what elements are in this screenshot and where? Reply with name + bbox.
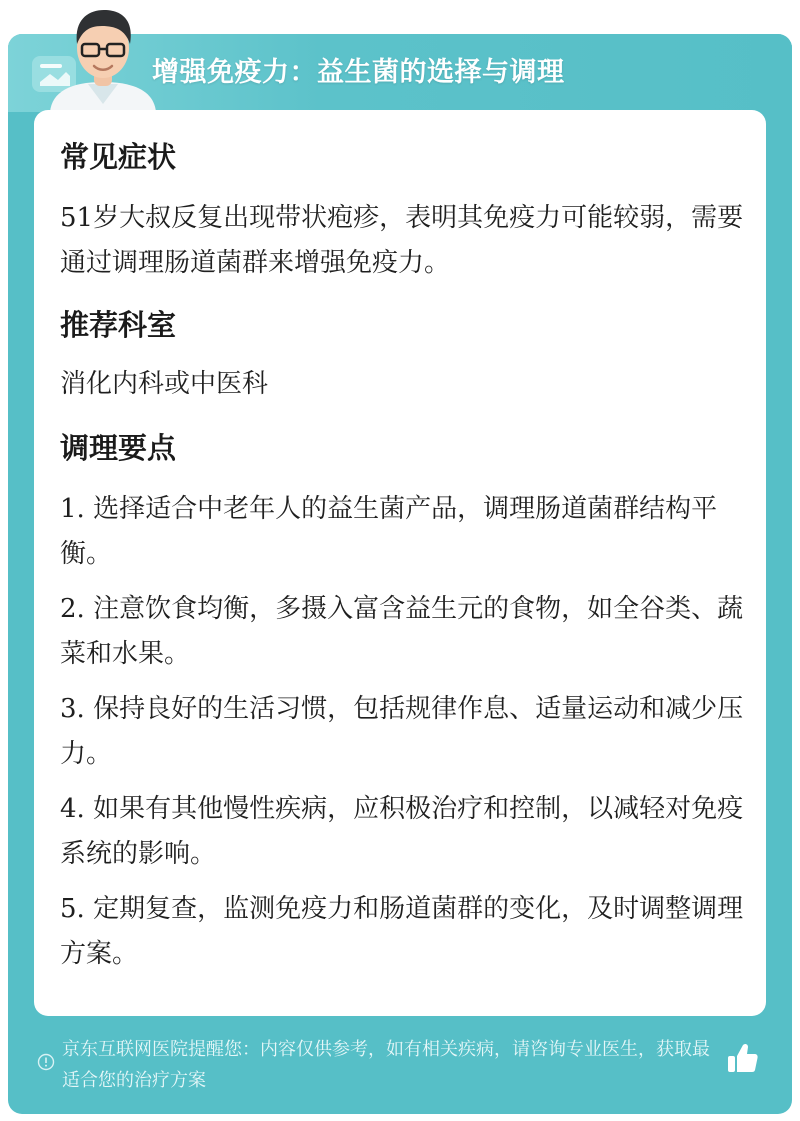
tip-item: 4. 如果有其他慢性疾病，应积极治疗和控制，以减轻对免疫系统的影响。 xyxy=(60,794,744,869)
page-title: 增强免疫力：益生菌的选择与调理 xyxy=(152,57,565,88)
section-department xyxy=(60,300,750,407)
doctor-avatar-icon xyxy=(44,4,162,112)
section-heading-department: 推荐科室 xyxy=(60,308,177,342)
thumbs-up-icon[interactable] xyxy=(724,1040,760,1076)
tip-item: 1. 选择适合中老年人的益生菌产品，调理肠道菌群结构平衡。 xyxy=(60,494,718,569)
tip-item: 5. 定期复查，监测免疫力和肠道菌群的变化，及时调整调理方案。 xyxy=(60,894,744,969)
department-text: 消化内科或中医科 xyxy=(60,369,269,399)
tips-list xyxy=(60,487,750,977)
content-card xyxy=(34,110,766,1016)
footer-disclaimer: 京东互联网医院提醒您：内容仅供参考，如有相关疾病，请咨询专业医生，获取最适合您的治疗方案 xyxy=(62,1039,710,1091)
content-body xyxy=(60,132,750,987)
tip-item: 3. 保持良好的生活习惯，包括规律作息、适量运动和减少压力。 xyxy=(60,694,744,769)
section-symptoms xyxy=(60,132,750,286)
section-heading-tips: 调理要点 xyxy=(60,431,177,465)
symptoms-text: 51岁大叔反复出现带状疱疹，表明其免疫力可能较弱，需要通过调理肠道菌群来增强免疫力。 xyxy=(60,203,744,278)
section-heading-symptoms: 常见症状 xyxy=(60,140,177,174)
section-tips xyxy=(60,423,750,977)
tip-item: 2. 注意饮食均衡，多摄入富含益生元的食物，如全谷类、蔬菜和水果。 xyxy=(60,594,744,669)
info-icon xyxy=(37,1053,55,1071)
